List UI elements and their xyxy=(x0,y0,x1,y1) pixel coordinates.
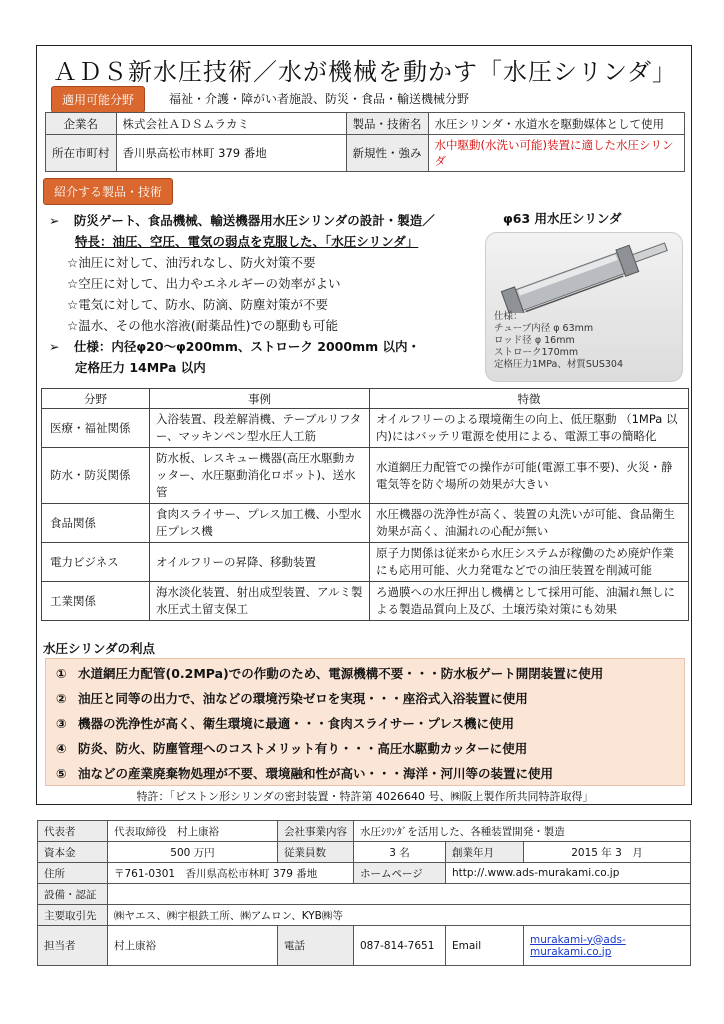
table-row xyxy=(42,504,689,543)
equipment-value xyxy=(108,884,691,905)
merit-text: 防炎、防火、防塵管理へのコストメリット有り・・・高圧水駆動カッターに使用 xyxy=(78,741,528,756)
profile-row xyxy=(38,884,691,905)
product-sheet xyxy=(36,45,692,805)
intro-badge: 紹介する製品・技術 xyxy=(43,178,173,205)
field-cell: 医療・福祉関係 xyxy=(42,409,150,448)
bullet-arrow-icon: ➢ xyxy=(49,213,60,228)
capital-label: 資本金 xyxy=(38,842,108,863)
table-row xyxy=(42,409,689,448)
cylinder-title: φ63 用水圧シリンダ xyxy=(503,211,622,226)
merit-number: ⑤ xyxy=(56,766,67,781)
phone-value: 087-814-7651 xyxy=(354,926,446,966)
business-value: 水圧ｼﾘﾝﾀﾞを活用した、各種装置開発・製造 xyxy=(354,821,691,842)
spec-line: 定格圧力1MPa、材質SUS304 xyxy=(494,359,624,370)
field-cell: 電力ビジネス xyxy=(42,543,150,582)
company-summary-table xyxy=(45,112,685,172)
example-cell: 食肉スライサー、プレス加工機、小型水圧プレス機 xyxy=(150,504,370,543)
merit-text: 油などの産業廃棄物処理が不要、環境融和性が高い・・・海洋・河川等の装置に使用 xyxy=(78,766,554,781)
address-value: 〒761-0301 香川県高松市林町 379 番地 xyxy=(108,863,354,884)
merit-item xyxy=(56,714,514,732)
email-line[interactable]: murakami-y@ads- xyxy=(530,933,626,946)
page-title: ＡＤＳ新水圧技術／水が機械を動かす「水圧シリンダ」 xyxy=(52,58,678,86)
col-header-feature: 特徴 xyxy=(370,389,689,409)
rep-value: 代表取締役 村上康裕 xyxy=(108,821,278,842)
profile-row xyxy=(38,821,691,842)
example-cell: 海水淡化装置、射出成型装置、アルミ製水圧式土留支保工 xyxy=(150,582,370,621)
feature-cell: 原子力関係は従来から水圧システムが稼働のため廃炉作業にも応用可能、火力発電などでの油圧装置を削減可能 xyxy=(370,543,689,582)
feature-heading: 特長：油圧、空圧、電気の弱点を克服した、「水圧シリンダ」 xyxy=(75,234,419,249)
company-name: 株式会社ＡＤＳムラカミ xyxy=(116,113,346,135)
company-profile-table xyxy=(37,820,691,966)
merit-number: ① xyxy=(56,666,67,681)
field-cell: 防水・防災関係 xyxy=(42,448,150,504)
patent-note: 特許：「ピストン形シリンダの密封装置・特許第 4026640 号、㈱阪上製作所共同特許取得」 xyxy=(136,790,594,803)
star-item: ☆電気に対して、防水、防滴、防塵対策が不要 xyxy=(67,297,328,312)
merit-text: 油圧と同等の出力で、油などの環境汚染ゼロを実現・・・座浴式入浴装置に使用 xyxy=(78,691,528,706)
application-cases-table xyxy=(41,388,689,621)
applicable-fields-badge: 適用可能分野 xyxy=(51,86,145,113)
contact-label: 担当者 xyxy=(38,926,108,966)
profile-row xyxy=(38,905,691,926)
star-item: ☆油圧に対して、油汚れなし、防火対策不要 xyxy=(67,255,316,270)
address-label: 住所 xyxy=(38,863,108,884)
merits-title: 水圧シリンダの利点 xyxy=(43,641,156,656)
location-label: 所在市町村 xyxy=(46,135,117,172)
business-label: 会社事業内容 xyxy=(278,821,354,842)
employees-value: 3 名 xyxy=(354,842,446,863)
contact-value: 村上康裕 xyxy=(108,926,278,966)
merits-box xyxy=(45,658,685,786)
feature-cell: ろ過膜への水圧押出し機構として採用可能、油漏れ無しによる製造品質向上及び、土壌汚染対策にも効果 xyxy=(370,582,689,621)
applicable-fields-text: 福祉・介護・障がい者施設、防災・食品・輸送機械分野 xyxy=(169,92,470,106)
cylinder-specs xyxy=(494,311,623,371)
feature-heading-row xyxy=(49,231,489,252)
merit-item xyxy=(56,764,553,782)
rep-label: 代表者 xyxy=(38,821,108,842)
merit-item xyxy=(56,664,603,682)
profile-row xyxy=(38,926,691,966)
bullet-item xyxy=(49,210,489,231)
homepage-label: ホームページ xyxy=(354,863,446,884)
table-row xyxy=(42,543,689,582)
clients-value: ㈱ヤエス、㈱宇根鉄工所、㈱アムロン、KYB㈱等 xyxy=(108,905,691,926)
phone-label: 電話 xyxy=(278,926,354,966)
col-header-example: 事例 xyxy=(150,389,370,409)
capital-value: 500 万円 xyxy=(108,842,278,863)
email-line[interactable]: murakami.co.jp xyxy=(530,945,612,958)
product-description xyxy=(49,210,489,378)
table-row xyxy=(42,582,689,621)
product-name: 水圧シリンダ・水道水を駆動媒体として使用 xyxy=(428,113,685,135)
summary-row xyxy=(46,135,685,172)
profile-row xyxy=(38,842,691,863)
merit-item xyxy=(56,739,527,757)
table-header-row xyxy=(42,389,689,409)
merit-text: 水道網圧力配管(0.2MPa)での作動のため、電源機構不要・・・防水板ゲート開閉装置に使用 xyxy=(78,666,604,681)
homepage-link[interactable]: http://.www.ads-murakami.co.jp xyxy=(446,863,691,884)
example-cell: 防水板、レスキュー機器(高圧水駆動カッター、水圧駆動消化ロボット)、送水管 xyxy=(150,448,370,504)
profile-row xyxy=(38,863,691,884)
merit-item xyxy=(56,689,528,707)
spec-title: 仕様： xyxy=(494,311,523,322)
employees-label: 従業員数 xyxy=(278,842,354,863)
novelty: 水中駆動(水洗い可能)装置に適した水圧シリンダ xyxy=(428,135,685,172)
field-cell: 食品関係 xyxy=(42,504,150,543)
merit-number: ② xyxy=(56,691,67,706)
spec-line: ロッド径 φ 16mm xyxy=(494,335,575,346)
field-cell: 工業関係 xyxy=(42,582,150,621)
merit-number: ④ xyxy=(56,741,67,756)
star-item: ☆温水、その他水溶液(耐薬品性)での駆動も可能 xyxy=(67,318,338,333)
email-link[interactable] xyxy=(524,926,691,966)
cylinder-image xyxy=(486,233,684,313)
founded-label: 創業年月 xyxy=(446,842,524,863)
novelty-label: 新規性・強み xyxy=(346,135,428,172)
spec-text-cont: 定格圧力 14MPa 以内 xyxy=(75,360,206,375)
example-cell: オイルフリーの昇降、移動装置 xyxy=(150,543,370,582)
feature-cell: オイルフリーのよる環境衛生の向上、低圧駆動 （1MPa 以内)にはバッテリ電源を使用による、電源工事の簡略化 xyxy=(370,409,689,448)
founded-value: 2015 年 3 月 xyxy=(524,842,691,863)
example-cell: 入浴装置、段差解消機、テーブルリフター、マッキンペン型水圧人工筋 xyxy=(150,409,370,448)
spec-line: チューブ内径 φ 63mm xyxy=(494,323,594,334)
merit-number: ③ xyxy=(56,716,67,731)
summary-row xyxy=(46,113,685,135)
equipment-label: 設備・認証 xyxy=(38,884,108,905)
bullet-item xyxy=(49,336,489,357)
bullet-text: 防災ゲート、食品機械、輸送機器用水圧シリンダの設計・製造／ xyxy=(73,213,435,228)
company-name-label: 企業名 xyxy=(46,113,117,135)
product-name-label: 製品・技術名 xyxy=(346,113,428,135)
bullet-arrow-icon: ➢ xyxy=(49,339,60,354)
clients-label: 主要取引先 xyxy=(38,905,108,926)
col-header-field: 分野 xyxy=(42,389,150,409)
table-row xyxy=(42,448,689,504)
spec-line: ストローク170mm xyxy=(494,347,579,358)
cylinder-photo xyxy=(485,232,683,382)
email-label: Email xyxy=(446,926,524,966)
merit-text: 機器の洗浄性が高く、衛生環境に最適・・・食肉スライサー・プレス機に使用 xyxy=(78,716,515,731)
spec-text: 仕様：内径φ20～φ200mm、ストローク 2000mm 以内・ xyxy=(73,339,420,354)
star-item: ☆空圧に対して、出力やエネルギーの効率がよい xyxy=(67,276,341,291)
feature-cell: 水道網圧力配管での操作が可能(電源工事不要)、火災・静電気等を防ぐ場所の効果が大きい xyxy=(370,448,689,504)
location: 香川県高松市林町 379 番地 xyxy=(116,135,346,172)
feature-cell: 水圧機器の洗浄性が高く、装置の丸洗いが可能、食品衛生効果が高く、油漏れの心配が無い xyxy=(370,504,689,543)
